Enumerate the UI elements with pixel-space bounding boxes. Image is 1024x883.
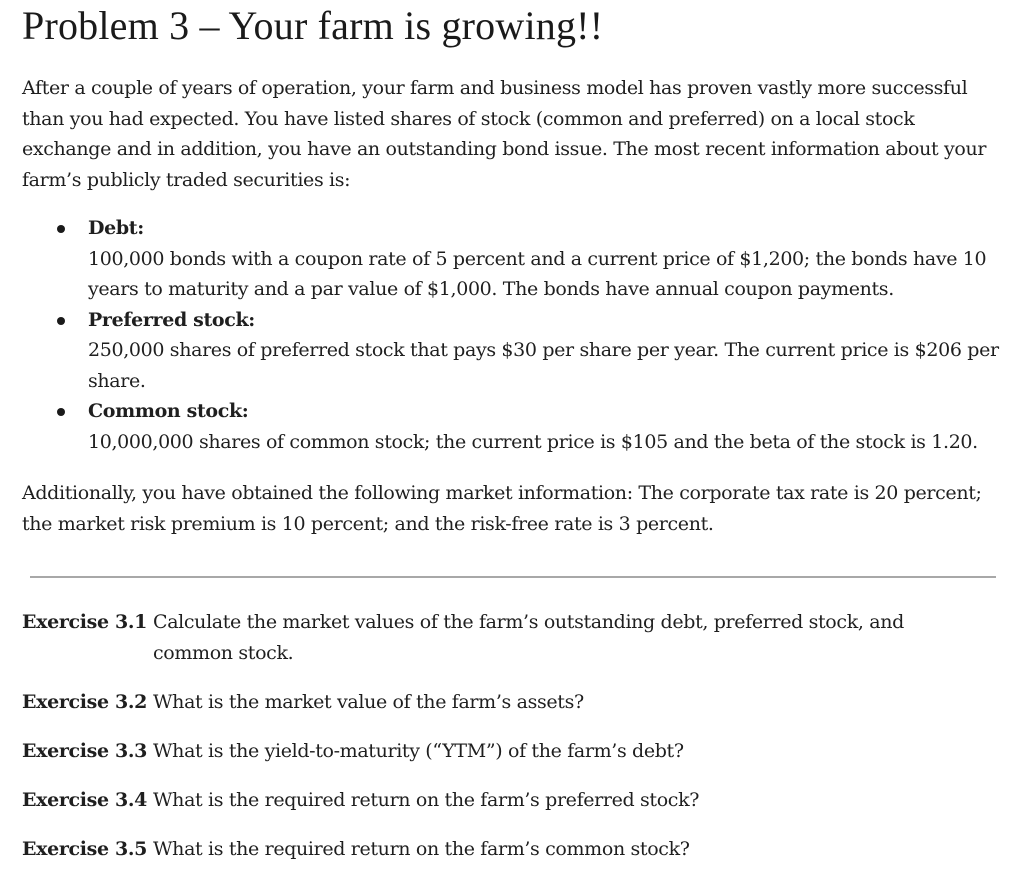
bullet-icon xyxy=(57,408,65,416)
exercise-text: What is the market value of the farm’s assets? xyxy=(153,690,584,713)
exercise-row xyxy=(22,607,997,668)
market-info-paragraph: Additionally, you have obtained the following market information: The corporate tax rate is 20 percent; the market risk premium is 10 percent; and the risk-free rate is 3 percent. xyxy=(22,482,982,535)
bullet-icon xyxy=(57,225,65,233)
list-item-text: 10,000,000 shares of common stock; the current price is $105 and the beta of the stock is 1.20. xyxy=(88,430,978,453)
list-item-debt xyxy=(22,213,1002,305)
page-title: Problem 3 – Your farm is growing!! xyxy=(22,3,604,48)
exercise-row xyxy=(22,736,997,767)
securities-list xyxy=(22,213,1002,457)
list-item-text: 250,000 shares of preferred stock that pays $30 per share per year. The current price is $206 per share. xyxy=(88,339,999,392)
bullet-icon xyxy=(57,317,65,325)
exercise-text: What is the yield-to-maturity (“YTM”) of the farm’s debt? xyxy=(153,739,684,762)
exercise-row xyxy=(22,687,997,718)
exercise-list xyxy=(22,607,997,883)
exercise-text: What is the required return on the farm’s preferred stock? xyxy=(153,788,700,811)
exercise-label: Exercise 3.1 xyxy=(22,611,147,633)
intro-paragraph: After a couple of years of operation, your farm and business model has proven vastly more successful than you had expected. You have listed shares of stock (common and preferred) on a local stock exchange and in addition, you have an outstanding bond issue. The most recent information about your farm’s publicly traded securities is: xyxy=(22,77,987,191)
exercise-label: Exercise 3.5 xyxy=(22,837,147,860)
exercise-text: What is the required return on the farm’s common stock? xyxy=(153,837,690,860)
list-item-preferred-stock xyxy=(22,305,1002,397)
list-item-heading: Debt: xyxy=(88,217,144,239)
exercise-row xyxy=(22,834,997,865)
exercise-label: Exercise 3.2 xyxy=(22,690,147,713)
list-item-text: 100,000 bonds with a coupon rate of 5 percent and a current price of $1,200; the bonds have 10 years to maturity and a par value of $1,000. The bonds have annual coupon payments. xyxy=(88,247,987,300)
list-item-heading: Common stock: xyxy=(88,400,249,422)
exercise-label: Exercise 3.4 xyxy=(22,788,147,811)
exercise-row xyxy=(22,785,997,816)
section-divider xyxy=(30,576,996,578)
exercise-text: Calculate the market values of the farm’s outstanding debt, preferred stock, and common stock. xyxy=(153,611,904,664)
list-item-heading: Preferred stock: xyxy=(88,308,255,331)
exercise-label: Exercise 3.3 xyxy=(22,739,147,762)
list-item-common-stock xyxy=(22,396,1002,457)
